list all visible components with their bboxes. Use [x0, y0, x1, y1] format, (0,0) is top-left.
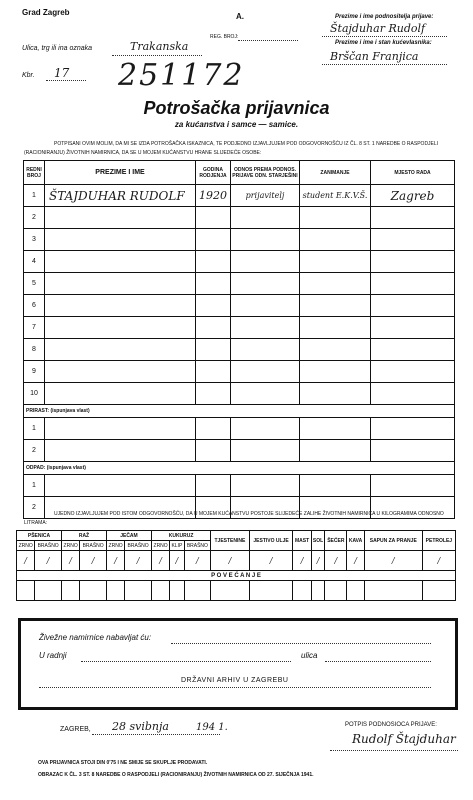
row-occupation — [300, 295, 371, 317]
row-no: 9 — [24, 361, 45, 383]
row-no: 2 — [24, 207, 45, 229]
table-row — [24, 229, 455, 251]
table-row — [24, 185, 455, 207]
house-no-value: 17 — [54, 66, 70, 80]
street-label: Ulica, trg ili ina oznaka — [22, 45, 93, 52]
stock-sub: BRAŠNO — [35, 541, 62, 551]
persons-table — [23, 160, 455, 519]
row-no: 4 — [24, 251, 45, 273]
stock-sub: KLIP — [171, 542, 183, 549]
row-workplace — [371, 229, 455, 251]
stock-group: JEČAM — [106, 531, 151, 541]
stock-intro: UJEDNO IZJAVLJUJEM POD ISTOM ODGOVORNOŠĆU, DA U MOJEM KUĆANSTVU POSTOJE SLIJEDEĆE ZALIHE ŽIVOTNIH NAMIRNICA U KILOGRAMIMA ODNOSNO LITRAMA: — [24, 511, 444, 526]
row-relation — [231, 207, 300, 229]
row-no: 1 — [24, 475, 45, 497]
row-no: 2 — [24, 497, 45, 519]
row-occupation — [300, 361, 371, 383]
row-year — [196, 273, 231, 295]
stock-values-row: / / / / / / / / / / / / / / / / / — [17, 551, 456, 571]
footer-note2: OBRAZAC K ČL. 3 ST. 8 NAREDBE O RASPODJELI (RACIONIRANJU) ŽIVOTNIH NAMIRNICA OD 27. SIJEČNJA 1941. — [38, 772, 314, 778]
povecanje-label: P O V E Ć A N J E — [17, 571, 456, 581]
row-workplace — [371, 207, 455, 229]
table-row — [24, 273, 455, 295]
signature: Rudolf Štajduhar — [352, 732, 456, 746]
row-occupation — [300, 273, 371, 295]
applicant-value: Štajduhar Rudolf — [330, 22, 426, 35]
row-year — [196, 229, 231, 251]
row-name — [45, 273, 196, 295]
householder-value: Brščan Franjica — [330, 50, 419, 63]
row-workplace — [371, 273, 455, 295]
col-relation-header: ODNOS PREMA PODNOS. PRIJAVE ODN. STARJEŠINI — [231, 161, 300, 185]
row-relation: prijavitelj — [231, 185, 300, 207]
purchase-line1-rule — [171, 643, 431, 644]
row-name — [45, 251, 196, 273]
shop-rule — [81, 661, 291, 662]
row-workplace — [371, 251, 455, 273]
table-header-row — [24, 161, 455, 185]
row-relation — [231, 273, 300, 295]
table-row — [24, 207, 455, 229]
row-name — [45, 361, 196, 383]
row-relation — [231, 317, 300, 339]
table-row — [24, 475, 455, 497]
row-relation — [231, 361, 300, 383]
purchase-box — [18, 618, 458, 710]
table-row — [24, 251, 455, 273]
house-no-label: Kbr. — [22, 72, 35, 79]
row-name — [45, 383, 196, 405]
applicant-line — [322, 36, 447, 37]
row-occupation — [300, 207, 371, 229]
row-occupation — [300, 383, 371, 405]
intro-text: POTPISANI OVIM MOLIM, DA MI SE IZDA POTROŠAČKA ISKAZNICA, TE PODJEDNO IZJAVLJUJEM POD ODGOVORNOŠĆU IZ ČL. 8 ST. 1 NAREDBE O RASPODJELI (RACIONIRANJU) ŽIVOTNIH NAMIRNICA, DA SE U MOJEM KUĆANSTVU HRANE SLIJEDEĆE OSOBE: — [24, 141, 439, 156]
row-year — [196, 251, 231, 273]
place-label: ZAGREB, — [60, 726, 91, 733]
stock-sub: BRAŠNO — [184, 541, 211, 551]
row-no: 1 — [24, 185, 45, 207]
stock-group: KAVA — [347, 531, 364, 551]
table-row — [24, 383, 455, 405]
row-year — [196, 361, 231, 383]
street-rule — [325, 661, 431, 662]
signature-rule — [330, 750, 458, 751]
row-occupation — [300, 251, 371, 273]
stock-group: ŠEĆER — [325, 531, 347, 551]
stock-sub: BRAŠNO — [125, 541, 152, 551]
stock-group-row — [17, 531, 456, 541]
householder-line — [322, 64, 447, 65]
bottom-rule — [39, 687, 431, 688]
row-workplace — [371, 361, 455, 383]
street-label-box: ulica — [301, 651, 318, 660]
row-no: 6 — [24, 295, 45, 317]
stock-sub: ZRNO — [17, 541, 35, 551]
row-workplace — [371, 339, 455, 361]
stock-sub: ZRNO — [106, 541, 124, 551]
row-year — [196, 339, 231, 361]
stock-group: PETROLEJ — [422, 531, 455, 551]
purchase-line1: Živežne namirnice nabavljat ću: — [39, 633, 152, 642]
prirast-header-row — [24, 405, 455, 418]
stock-group: RAŽ — [61, 531, 106, 541]
row-relation — [231, 295, 300, 317]
archive-stamp: DRŽAVNI ARHIV U ZAGREBU — [181, 677, 289, 684]
date-value: 28 svibnja — [112, 720, 169, 733]
street-line — [112, 55, 202, 56]
reg-line — [238, 40, 298, 41]
row-no: 10 — [24, 383, 45, 405]
col-workplace-header: MJESTO RADA — [371, 161, 455, 185]
form-subtitle: za kućanstva i samce — samice. — [174, 120, 299, 129]
row-workplace — [371, 317, 455, 339]
row-no: 3 — [24, 229, 45, 251]
stock-group: MAST — [293, 531, 311, 551]
sign-label: POTPIS PODNOSIOCA PRIJAVE: — [345, 722, 437, 728]
table-row — [24, 440, 455, 462]
row-no: 2 — [24, 440, 45, 462]
year-value: 194 1. — [196, 722, 228, 733]
odpad-header-row — [24, 462, 455, 475]
row-workplace — [371, 295, 455, 317]
odpad-label: ODPAD: (ispunjava vlast) — [24, 462, 455, 475]
stock-group: TJESTENINE — [211, 531, 249, 551]
row-no: 1 — [24, 418, 45, 440]
reg-label: REG. BROJ: — [210, 34, 239, 40]
row-relation — [231, 383, 300, 405]
row-year — [196, 317, 231, 339]
row-occupation — [300, 317, 371, 339]
stock-group: KUKURUZ — [151, 531, 210, 541]
stock-group: SAPUN ZA PRANJE — [364, 531, 422, 551]
big-number: 251172 — [118, 58, 245, 93]
table-row — [24, 418, 455, 440]
house-no-line — [46, 80, 86, 81]
row-relation — [231, 229, 300, 251]
city-label: Grad Zagreb — [22, 8, 70, 17]
col-name-header: PREZIME I IME — [45, 161, 196, 185]
row-year — [196, 295, 231, 317]
row-name: ŠTAJDUHAR RUDOLF — [45, 185, 196, 207]
row-name — [45, 339, 196, 361]
street-value: Trakanska — [130, 40, 189, 53]
row-workplace: Zagreb — [371, 185, 455, 207]
stock-sub: BRAŠNO — [80, 541, 107, 551]
row-relation — [231, 339, 300, 361]
row-occupation — [300, 229, 371, 251]
householder-label: Prezime i ime i stan kućevlasnika: — [335, 40, 432, 46]
prirast-label: PRIRAST: (ispunjava vlast) — [24, 405, 455, 418]
row-occupation: student E.K.V.Š. — [300, 185, 371, 207]
footer-note1: OVA PRIJAVNICA STOJI DIN 0'75 I NE SMIJE SE SKUPLJE PRODAVATI. — [38, 760, 208, 766]
row-relation — [231, 251, 300, 273]
shop-label: U radnji — [39, 651, 67, 660]
applicant-label: Prezime i ime podnositelja prijave: — [335, 14, 434, 20]
row-occupation — [300, 339, 371, 361]
col-occupation-header: ZANIMANJE — [300, 161, 371, 185]
row-name — [45, 229, 196, 251]
row-year — [196, 383, 231, 405]
stock-sub: ZRNO — [61, 541, 79, 551]
stock-sub: ZRNO — [151, 541, 169, 551]
povecanje-row — [17, 571, 456, 581]
date-rule — [92, 734, 220, 735]
col-year-header: GODINA RODJENJA — [196, 161, 231, 185]
row-name — [45, 317, 196, 339]
table-row — [24, 295, 455, 317]
row-year — [196, 207, 231, 229]
table-row — [24, 361, 455, 383]
row-no: 7 — [24, 317, 45, 339]
stock-table — [16, 530, 456, 601]
row-workplace — [371, 383, 455, 405]
table-row — [24, 339, 455, 361]
povecanje-values-row — [17, 581, 456, 601]
row-name — [45, 295, 196, 317]
stock-group: SOL — [311, 531, 325, 551]
col-no-header: REDNI BROJ — [24, 161, 45, 185]
row-no: 5 — [24, 273, 45, 295]
stock-group: JESTIVO ULJE — [249, 531, 293, 551]
table-row — [24, 317, 455, 339]
row-name — [45, 207, 196, 229]
row-year: 1920 — [196, 185, 231, 207]
row-no: 8 — [24, 339, 45, 361]
form-letter: A. — [236, 12, 244, 21]
form-title: Potrošačka prijavnica — [143, 98, 330, 118]
stock-group: PŠENICA — [17, 531, 62, 541]
